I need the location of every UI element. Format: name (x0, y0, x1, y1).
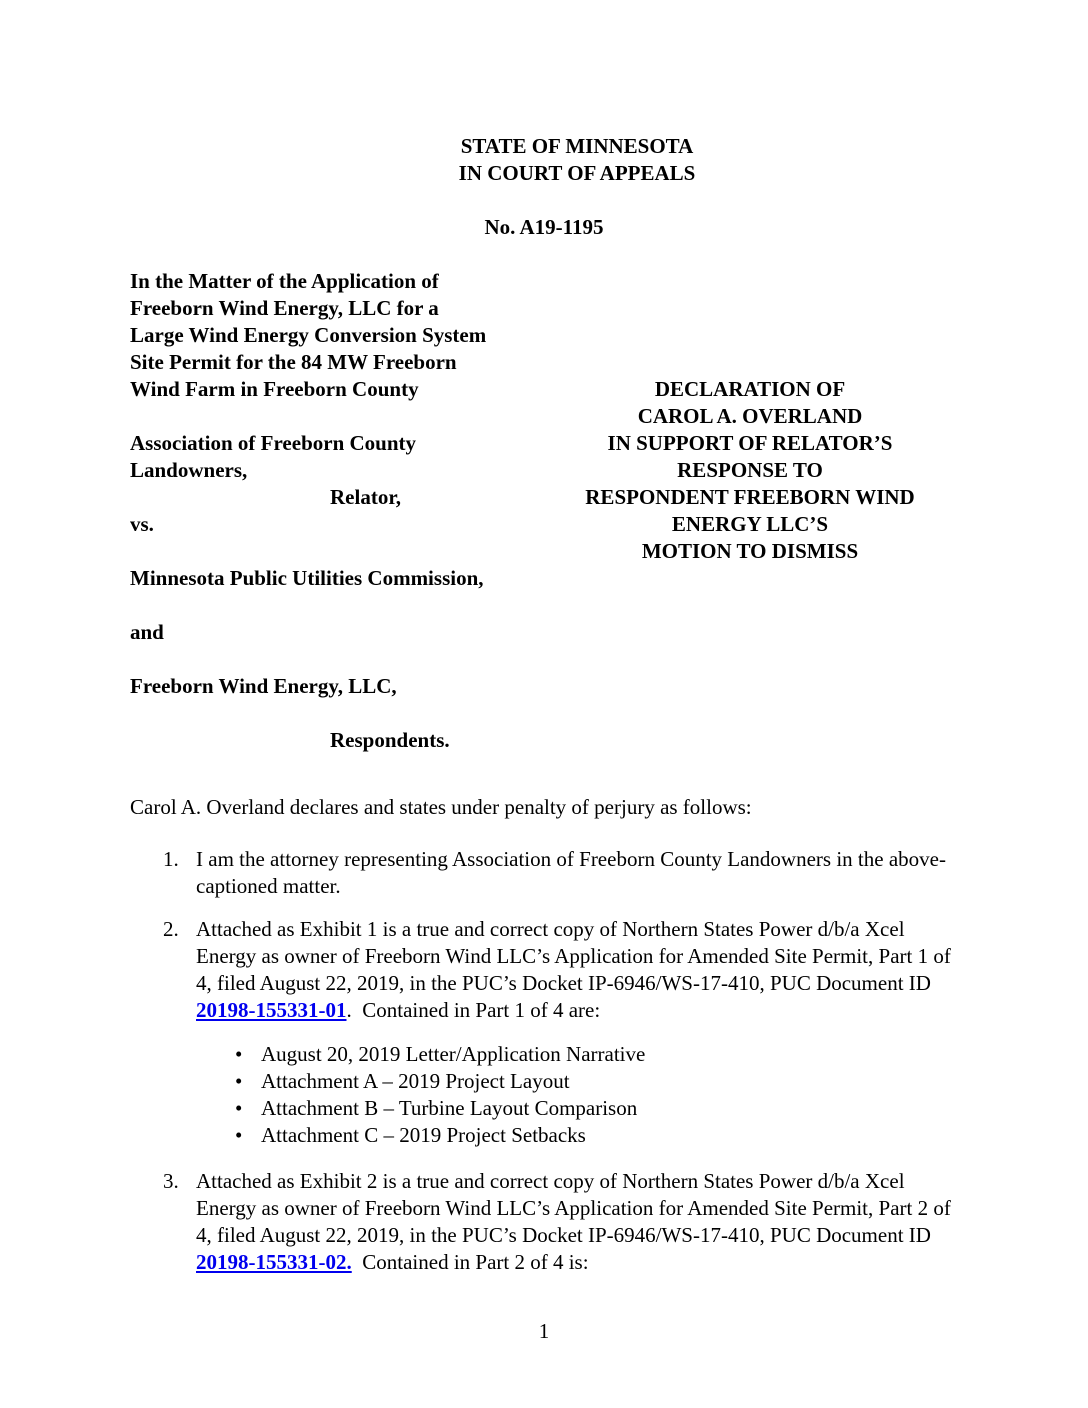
exhibit-1-contents-list (130, 1041, 958, 1149)
bullet-icon: • (235, 1069, 243, 1093)
respondent-2: Freeborn Wind Energy, LLC, (130, 674, 397, 698)
puc-document-link-1[interactable]: 20198-155331-01 (196, 998, 347, 1022)
item-text-before-link: Attached as Exhibit 1 is a true and correct copy of Northern States Power d/b/a Xcel Energy as owner of Freeborn Wind LLC’s Application for Amended Site Permit, Part 1 of 4, filed August 22, 2019, in the PUC’s Docket IP-6946/WS-17-410, PUC Document ID (196, 917, 957, 995)
bullet-item (235, 1041, 958, 1068)
numbered-item-1 (130, 846, 958, 900)
court-header-line2: IN COURT OF APPEALS (458, 161, 696, 185)
matter-line: Wind Farm in Freeborn County (130, 377, 419, 401)
caption-left-column (130, 268, 560, 754)
item-text (196, 1168, 958, 1276)
document-title-line: RESPONSE TO (677, 458, 823, 482)
item-text-after-link: Contained in Part 2 of 4 is: (351, 1250, 589, 1274)
bullet-text: Attachment B – Turbine Layout Comparison (261, 1096, 638, 1120)
respondents-label: Respondents. (330, 728, 450, 752)
bullet-item (235, 1068, 958, 1095)
bullet-icon: • (235, 1042, 243, 1066)
matter-line: Large Wind Energy Conversion System (130, 323, 487, 347)
item-text-after-link: . Contained in Part 1 of 4 are: (346, 998, 601, 1022)
bullet-item (235, 1122, 958, 1149)
document-title-line: IN SUPPORT OF RELATOR’S (607, 431, 893, 455)
bullet-text: August 20, 2019 Letter/Application Narrative (261, 1042, 646, 1066)
court-header (163, 133, 991, 187)
vs-label: vs. (130, 512, 154, 536)
relator-party-line: Association of Freeborn County (130, 431, 417, 455)
document-title-line: CAROL A. OVERLAND (637, 404, 863, 428)
matter-line: In the Matter of the Application of (130, 269, 439, 293)
conjunction: and (130, 620, 164, 644)
declaration-body (130, 794, 958, 1276)
item-number: 3. (163, 1169, 179, 1193)
bullet-text: Attachment C – 2019 Project Setbacks (261, 1123, 586, 1147)
puc-document-link-2[interactable]: 20198-155331-02. (196, 1250, 352, 1274)
item-number: 1. (163, 847, 179, 871)
bullet-icon: • (235, 1123, 243, 1147)
court-header-line1: STATE OF MINNESOTA (460, 134, 694, 158)
item-text-before-link: Attached as Exhibit 2 is a true and correct copy of Northern States Power d/b/a Xcel Energy as owner of Freeborn Wind LLC’s Application for Amended Site Permit, Part 2 of 4, filed August 22, 2019, in the PUC’s Docket IP-6946/WS-17-410, PUC Document ID (196, 1169, 957, 1247)
case-caption (130, 268, 958, 754)
item-text (196, 916, 958, 1024)
numbered-item-2 (130, 916, 958, 1024)
respondent-1: Minnesota Public Utilities Commission, (130, 566, 484, 590)
relator-label: Relator, (330, 485, 401, 509)
relator-party (130, 430, 560, 538)
page-number: 1 (538, 1319, 550, 1343)
case-number: No. A19-1195 (484, 215, 604, 239)
document-title (560, 268, 940, 754)
relator-party-line: Landowners, (130, 458, 248, 482)
document-title-line: MOTION TO DISMISS (641, 539, 859, 563)
item-text: I am the attorney representing Association of Freeborn County Landowners in the above-captioned matter. (196, 847, 946, 898)
matter-line: Site Permit for the 84 MW Freeborn (130, 350, 457, 374)
numbered-item-3 (130, 1168, 958, 1276)
matter-line: Freeborn Wind Energy, LLC for a (130, 296, 439, 320)
declaration-intro: Carol A. Overland declares and states under penalty of perjury as follows: (130, 795, 752, 819)
bullet-text: Attachment A – 2019 Project Layout (261, 1069, 570, 1093)
bullet-item (235, 1095, 958, 1122)
document-title-line: RESPONDENT FREEBORN WIND (585, 485, 915, 509)
item-number: 2. (163, 917, 179, 941)
document-title-line: DECLARATION OF (654, 377, 846, 401)
bullet-icon: • (235, 1096, 243, 1120)
document-title-line: ENERGY LLC’S (671, 512, 829, 536)
